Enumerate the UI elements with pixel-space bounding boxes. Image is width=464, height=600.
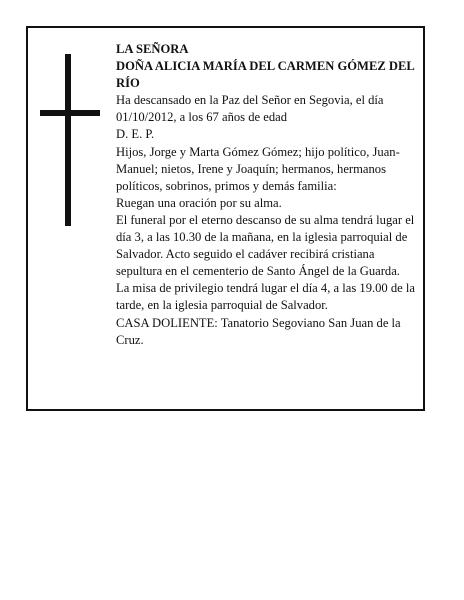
cross-icon xyxy=(40,54,100,226)
death-statement: Ha descansado en la Paz del Señor en Segovia, el día 01/10/2012, a los 67 años de edad xyxy=(116,93,384,125)
deceased-name: DOÑA ALICIA MARÍA DEL CARMEN GÓMEZ DEL RÍO xyxy=(116,59,415,91)
prayer-request: Ruegan una oración por su alma. xyxy=(116,195,282,210)
family-list: Hijos, Jorge y Marta Gómez Gómez; hijo político, Juan-Manuel; nietos, Irene y Joaquín; hermanos, hermanos políticos, sobrinos, primos y demás familia: xyxy=(116,144,400,193)
notice-title: LA SEÑORA xyxy=(116,42,189,56)
funeral-home: CASA DOLIENTE: Tanatorio Segoviano San Juan de la Cruz. xyxy=(116,315,401,347)
obituary-notice xyxy=(26,26,425,411)
rest-in-peace: D. E. P. xyxy=(116,127,155,142)
obituary-text xyxy=(116,41,416,349)
cross-vertical-bar xyxy=(65,54,71,226)
funeral-details: El funeral por el eterno descanso de su alma tendrá lugar el día 3, a las 10.30 de la mañana, en la iglesia parroquial de Salvador. Acto seguido el cadáver recibirá cristiana sepultura en el cementerio de Santo Ángel de la Guarda. La misa de privilegio tendrá lugar el día 4, a las 19.00 de la tarde, en la iglesia parroquial de Salvador. xyxy=(116,212,416,313)
cross-horizontal-bar xyxy=(40,110,100,116)
